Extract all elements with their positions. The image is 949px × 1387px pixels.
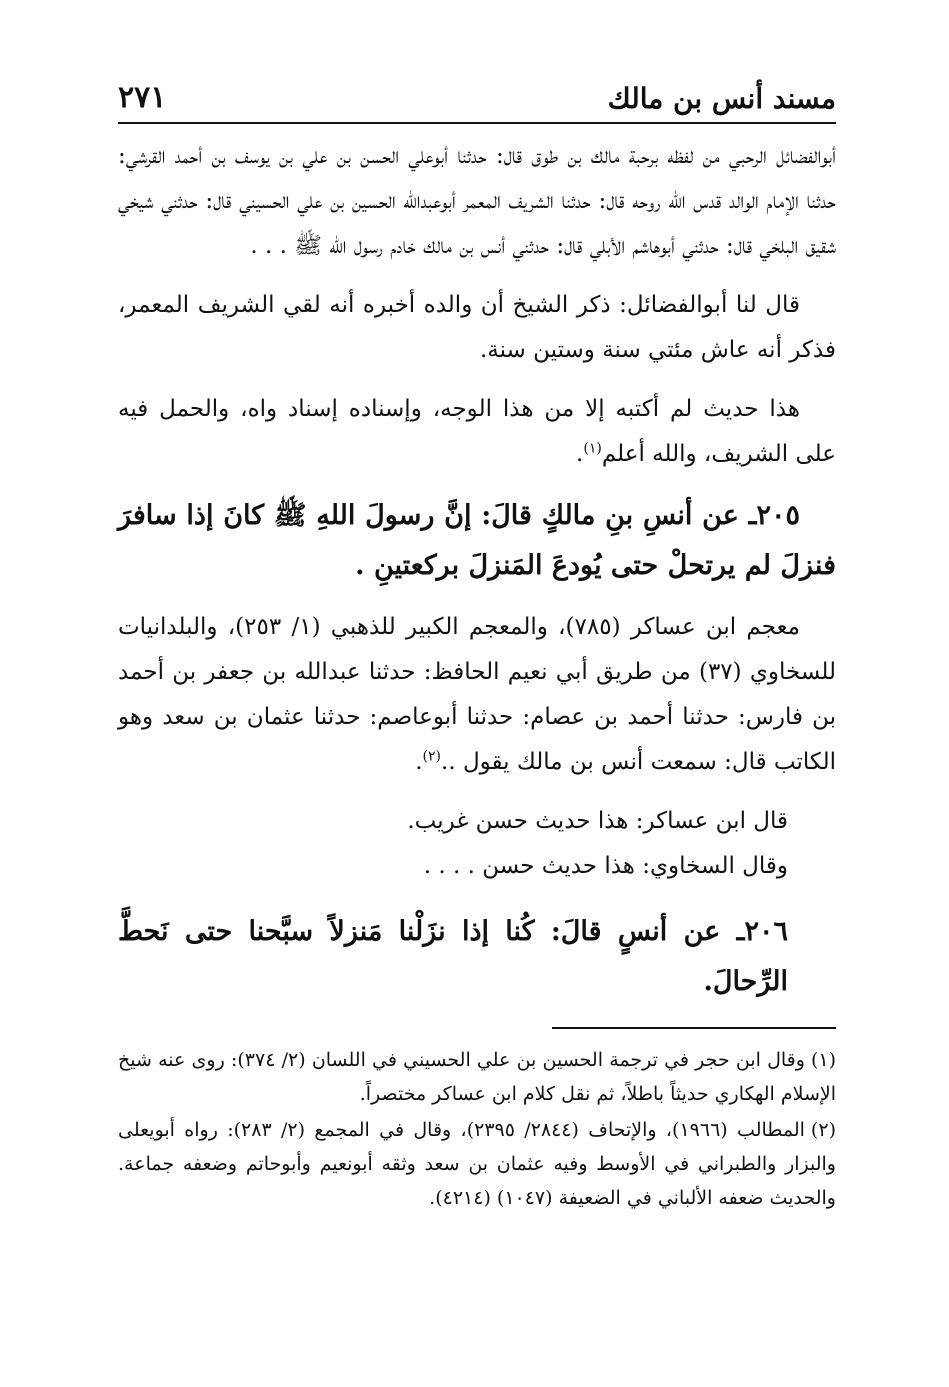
main-text xyxy=(118,134,836,1007)
sakhawi-grading: وقال السخاوي: هذا حديث حسن . . . . xyxy=(423,853,788,879)
sources-paragraph xyxy=(118,605,836,785)
grading-paragraph xyxy=(118,387,836,477)
footnote-text: المطالب (١٩٦٦)، والإتحاف (٢٨٤٤/ ٢٣٩٥)، وقال في المجمع (٢/ ٢٨٣): رواه أبويعلى والبزار والطبراني في الأوسط وفيه عثمان بن سعد وثقه أبونعيم وأبوحاتم وضعفه جماعة. والحديث ضعفه الألباني في الضعيفة (١٠٤٧) (٤٢١٤). xyxy=(118,1119,836,1209)
footnotes xyxy=(118,1043,836,1215)
book-page xyxy=(118,78,836,1298)
footnote-2 xyxy=(118,1113,836,1215)
sources-end: . xyxy=(415,749,423,775)
ibn-asakir-grading: قال ابن عساكر: هذا حديث حسن غريب. xyxy=(407,808,788,834)
page-number: ٢٧١ xyxy=(118,80,167,115)
sources-text: معجم ابن عساكر (٧٨٥)، والمعجم الكبير للذهبي (١/ ٢٥٣)، والبلدانيات للسخاوي (٣٧) من طريق أبي نعيم الحافظ: حدثنا عبدالله بن جعفر بن أحمد بن فارس: حدثنا أحمد بن عصام: حدثنا أبوعاصم: حدثنا عثمان بن سعد وهو الكاتب قال: سمعت أنس بن مالك يقول .. xyxy=(118,614,836,775)
grading-end: . xyxy=(576,441,584,467)
note-paragraph: قال لنا أبوالفضائل: ذكر الشيخ أن والده أخبره أنه لقي الشريف المعمر، فذكر أنه عاش مئتي سنة وستين سنة. xyxy=(118,292,836,363)
footnote-text: وقال ابن حجر في ترجمة الحسين بن علي الحسيني في اللسان (٢/ ٣٧٤): روى عنه شيخ الإسلام الهكاري حديثاً باطلاً، ثم نقل كلام ابن عساكر مختصراً. xyxy=(118,1049,836,1105)
footnote-ref-2: (٢) xyxy=(422,748,442,765)
footnote-1 xyxy=(118,1043,836,1111)
footnote-ref-1: (١) xyxy=(583,440,602,457)
footnote-divider xyxy=(552,1027,836,1029)
hadith-205: ٢٠٥ـ عن أنسِ بنِ مالكٍ قالَ: إنَّ رسولَ اللهِ ﷺ كانَ إذا سافرَ فنزلَ لم يرتحلْ حتى يُودعَ المَنزلَ بركعتينِ . xyxy=(118,500,836,581)
footnote-number: (١) xyxy=(810,1049,836,1071)
grading-text: هذا حديث لم أكتبه إلا من هذا الوجه، وإسناده إسناد واه، والحمل فيه على الشريف، والله أعلم xyxy=(118,396,836,467)
running-title: مسند أنس بن مالك xyxy=(607,82,836,115)
hadith-206: ٢٠٦ـ عن أنسٍ قالَ: كُنا إذا نزَلْنا مَنزلاً سبَّحنا حتى نَحطَّ الرِّحالَ. xyxy=(118,916,788,997)
page-header xyxy=(118,78,836,124)
footnote-number: (٢) xyxy=(810,1119,836,1141)
isnad-paragraph: أبوالفضائل الرحبي من لفظه برحبة مالك بن طوق قال: حدثنا أبوعلي الحسن بن علي بن يوسف بن أحمد القرشي: حدثنا الإمام الوالد قدس الله روحه قال: حدثنا الشريف المعمر أبوعبدالله الحسين بن علي الحسيني قال: حدثني شيخي شقيق البلخي قال: حدثني أبوهاشم الأبلي قال: حدثني أنس بن مالك خادم رسول الله ﷺ . . . xyxy=(118,143,836,259)
